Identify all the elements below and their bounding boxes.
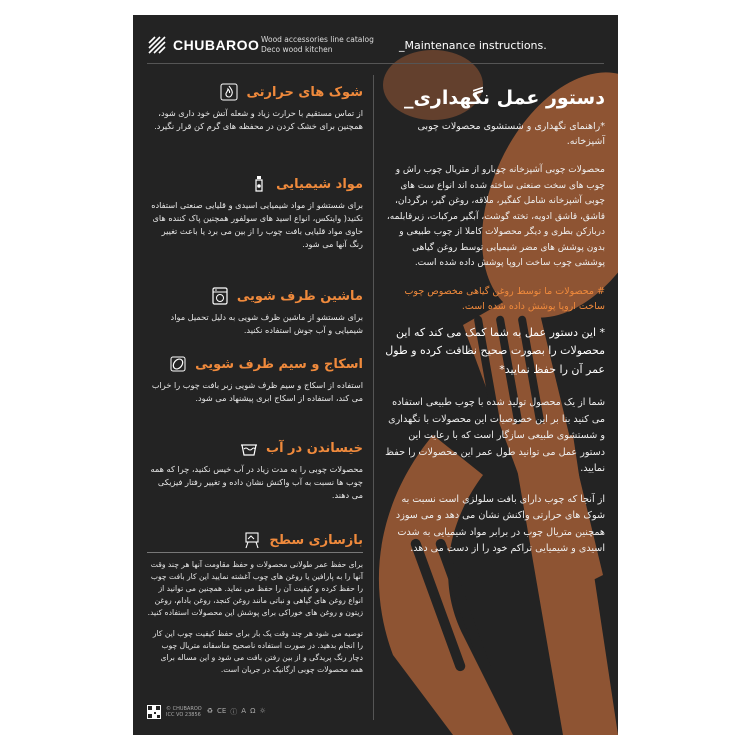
section-title: اسکاج و سیم ظرف شویی <box>195 356 363 372</box>
section-body: برای شستشو از ماشین ظرف شویی به دلیل تحمیل مواد شیمیایی و آب جوش استفاده نکنید. <box>170 312 363 335</box>
sun-icon: ☼ <box>259 707 266 715</box>
certification-icons <box>207 707 266 717</box>
oil-coating-note: # محصولات ما توسط روغن گیاهی مخصوص چوب ساخت اروپا پوشش داده شده است. <box>404 285 605 312</box>
section-heat-shock <box>147 83 363 133</box>
header-divider <box>147 63 604 64</box>
dishwasher-icon <box>211 287 229 305</box>
omega-icon: Ω <box>250 707 256 715</box>
easel-icon <box>243 531 261 549</box>
column-divider <box>373 75 374 720</box>
footer-line-1: © CHUBAROO <box>166 706 202 712</box>
section-body: برای شستشو از مواد شیمیایی اسیدی و قلیایی صنعتی استفاده نکنید( وایتکس، انواع اسید های سولفور همچنین پاک کننده های حاوی مواد قلیایی بافت چوب را از بین می برد یا باعث تغییر رنگ آنها می شود. <box>151 200 363 249</box>
footer-copyright <box>166 706 202 718</box>
info-icon: ⓘ <box>230 708 238 716</box>
catalog-line-1: Wood accessories line catalog <box>261 35 374 44</box>
natural-wood-paragraph: شما از یک محصول تولید شده با چوب طبیعی استفاده می کنید بنا بر این خصوصیات این محصولات با نگهداری و شستشوی طبیعی سازگار است که با رعایت این دستور عمل می توانید طول عمر این محصولات را حفظ نمایید. <box>385 397 605 474</box>
cellulose-paragraph: از آنجا که چوب دارای بافت سلولزی است نسبت به شوک های حرارتی واکنش نشان می دهد و می سوزد همچنین متریال چوب در برابر مواد شیمیایی به شدت اسیدی و شیمیایی تراکم خود را از دست می دهد. <box>395 493 605 554</box>
catalog-sheet <box>133 15 618 735</box>
section-body-2: توصیه می شود هر چند وقت یک بار برای حفظ کیفیت چوب این کار را انجام بدهید. در صورت استفاده ناصحیح متاسفانه متریال چوب دچار رنگ پریدگی و از بین رفتن بافت می شود و این مساله برای همه محصولات چوبی ارگانیک در جریان است. <box>152 629 363 674</box>
section-underline <box>147 552 363 553</box>
section-scourer <box>147 355 363 405</box>
instruction-purpose: * این دستور عمل به شما کمک می کند که این محصولات را بصورت صحیح نظافت کرده و طول عمر آن را حفظ نمایید* <box>385 325 605 376</box>
maintenance-heading: _Maintenance instructions. <box>399 39 547 52</box>
section-title: مواد شیمیایی <box>276 176 363 192</box>
footer <box>147 705 266 719</box>
page-title: دستور عمل نگهداری_ <box>403 87 605 109</box>
ce-mark-icon: CE <box>216 707 227 715</box>
brand-name: CHUBAROO <box>173 37 260 53</box>
wood-grain-logo-icon <box>147 35 167 55</box>
footer-line-2: ICC VO 23856 <box>166 712 201 718</box>
catalog-description <box>261 35 374 55</box>
section-chemicals <box>147 175 363 251</box>
section-title: ماشین ظرف شویی <box>236 288 363 304</box>
qr-code-icon <box>147 705 161 719</box>
section-title: بازسازی سطح <box>269 532 363 548</box>
section-body: برای حفظ عمر طولانی محصولات و حفظ مقاومت آنها هر چند وقت آنها را به پارافین یا روغن های چوب آغشته نمایید این کار بافت چوب را حفظ کرده و کیفیت آن را حفظ می نماید. همچنین می توانید از انواع روغن های گیاهی و نباتی مانند روغن کنجد، روغن بادام، روغن زیتون و روغن های خوراکی برای پوشش این محصولات استفاده کنید. <box>147 560 363 617</box>
right-column <box>383 87 605 558</box>
section-soaking <box>147 439 363 502</box>
section-body: محصولات چوبی را به مدت زیاد در آب خیس نکنید، چرا که همه چوب ها نسبت به آب واکنش نشان داده و تغییر رفتار فیزیکی می دهند. <box>150 464 363 500</box>
sponge-icon <box>169 355 187 373</box>
section-dishwasher <box>147 287 363 337</box>
brand-logo <box>147 35 259 55</box>
intro-paragraph: محصولات چوبی آشپزخانه چوبارو از متریال چوب راش و چوب های سخت صنعتی ساخته شده اند انواع ست های چوبی آشپزخانه شامل کفگیر، ملاقه، روغن گیر، برگردان، قاشق، قاشق ادویه، تخته گوشت، آبگیر مرکبات، زیرقابلمه، دربازکن بطری و دیگر محصولات کاملا از چوب طبیعی و بدون پوشش های مضر شیمیایی توسط روغن گیاهی پوششی چوب ساخت اروپا پوشش داده شده است. <box>386 165 605 268</box>
section-surface-restoration <box>147 531 363 676</box>
recycle-icon: ♻ <box>206 707 213 715</box>
section-body: استفاده از اسکاج و سیم ظرف شویی زبر بافت چوب را خراب می کند، استفاده از اسکاج ابری پیشنهاد می شود. <box>151 380 363 403</box>
fire-icon <box>220 83 238 101</box>
a-mark-icon: A <box>241 707 247 715</box>
section-title: شوک های حرارتی <box>246 84 363 100</box>
catalog-line-2: Deco wood kitchen <box>261 45 333 54</box>
page-subtitle: *راهنمای نگهداری و شستشوی محصولات چوبی آشپزخانه. <box>417 121 605 147</box>
chemical-bottle-icon <box>250 175 268 193</box>
section-title: خیساندن در آب <box>266 440 363 456</box>
section-body: از تماس مستقیم با حرارت زیاد و شعله آتش خود داری شود، همچنین برای خشک کردن در محفظه های گرم کن قرار نگیرد. <box>154 108 363 131</box>
soak-water-icon <box>240 439 258 457</box>
